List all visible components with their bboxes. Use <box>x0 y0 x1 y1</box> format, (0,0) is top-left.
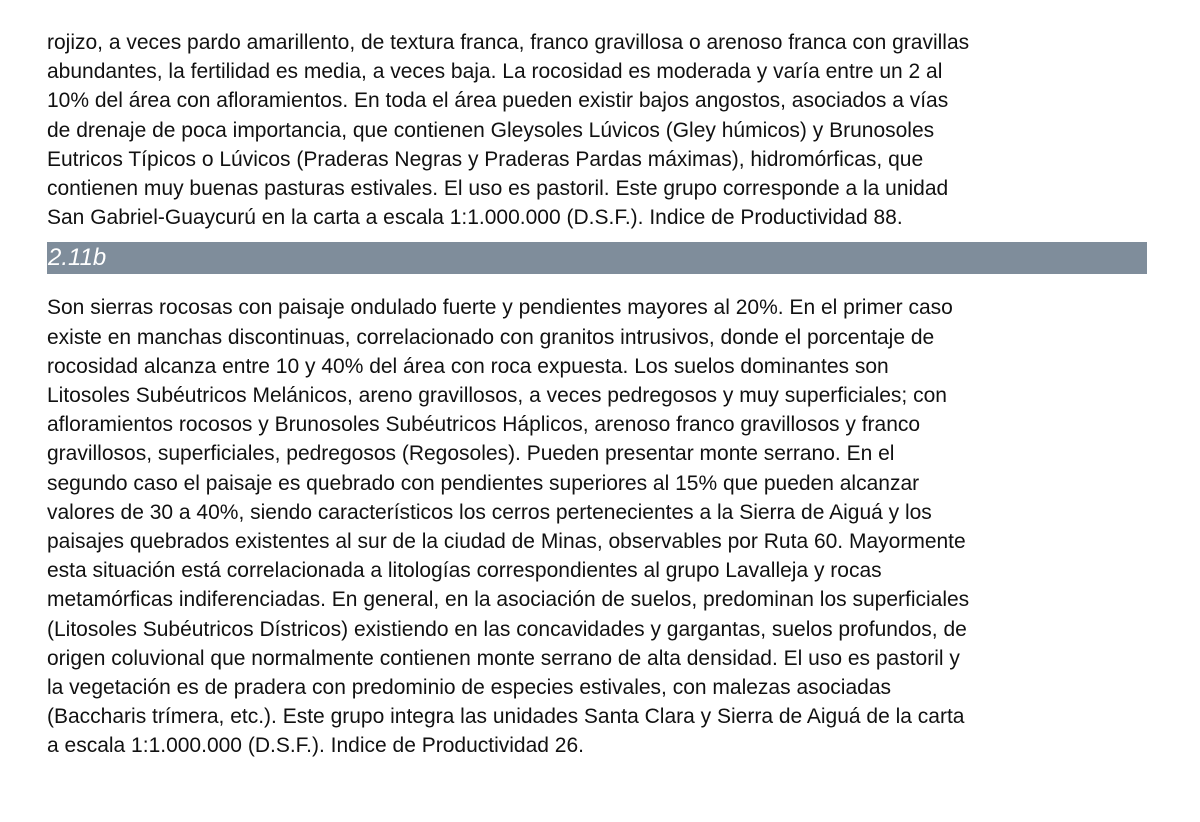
text-line: Eutricos Típicos o Lúvicos (Praderas Negras y Praderas Pardas máximas), hidromórficas, que <box>47 147 924 171</box>
section-2-11b-paragraph <box>47 293 1147 760</box>
text-line: 10% del área con afloramientos. En toda el área pueden existir bajos angostos, asociados a vías <box>47 89 949 113</box>
text-line: afloramientos rocosos y Brunosoles Subéutricos Háplicos, arenoso franco gravillosos y franco <box>47 413 921 437</box>
text-line: Litosoles Subéutricos Melánicos, areno gravillosos, a veces pedregosos y muy superficiales; con <box>47 384 947 408</box>
text-line: a escala 1:1.000.000 (D.S.F.). Indice de Productividad 26. <box>47 734 584 758</box>
text-line: (Baccharis trímera, etc.). Este grupo integra las unidades Santa Clara y Sierra de Aiguá de la carta <box>47 705 965 729</box>
text-line: rojizo, a veces pardo amarillento, de textura franca, franco gravillosa o arenoso franca con gravillas <box>47 31 970 54</box>
text-line: metamórficas indiferenciadas. En general, en la asociación de suelos, predominan los superficiales <box>47 588 970 612</box>
text-line: la vegetación es de pradera con predominio de especies estivales, con malezas asociadas <box>47 676 891 700</box>
text-line: gravillosos, superficiales, pedregosos (Regosoles). Pueden presentar monte serrano. En el <box>47 442 895 466</box>
text-line: valores de 30 a 40%, siendo característicos los cerros pertenecientes a la Sierra de Aiguá y los <box>47 500 932 524</box>
text-line: contienen muy buenas pasturas estivales. El uso es pastoril. Este grupo corresponde a la unidad <box>47 177 949 201</box>
previous-section-paragraph <box>47 28 1147 232</box>
section-heading-title: 2.11b <box>48 244 107 272</box>
text-line: existe en manchas discontinuas, correlacionado con granitos intrusivos, donde el porcentaje de <box>47 325 935 349</box>
text-line: (Litosoles Subéutricos Dístricos) existiendo en las concavidades y gargantas, suelos profundos, de <box>47 617 967 641</box>
document-page <box>47 28 1147 761</box>
text-line: rocosidad alcanza entre 10 y 40% del área con roca expuesta. Los suelos dominantes son <box>47 354 889 378</box>
text-line: esta situación está correlacionada a litologías correspondientes al grupo Lavalleja y rocas <box>47 559 882 583</box>
section-heading-bar <box>47 242 1147 274</box>
text-line: origen coluvional que normalmente contienen monte serrano de alta densidad. El uso es pastoril y <box>47 646 960 670</box>
text-line: San Gabriel-Guaycurú en la carta a escala 1:1.000.000 (D.S.F.). Indice de Productividad 88. <box>47 206 903 230</box>
text-line: paisajes quebrados existentes al sur de la ciudad de Minas, observables por Ruta 60. Mayormente <box>47 530 966 554</box>
text-line: abundantes, la fertilidad es media, a veces baja. La rocosidad es moderada y varía entre un 2 al <box>47 60 943 84</box>
text-line: de drenaje de poca importancia, que contienen Gleysoles Lúvicos (Gley húmicos) y Brunosoles <box>47 118 935 142</box>
text-line: segundo caso el paisaje es quebrado con pendientes superiores al 15% que pueden alcanzar <box>47 471 920 495</box>
text-line: Son sierras rocosas con paisaje ondulado fuerte y pendientes mayores al 20%. En el primer caso <box>47 296 953 320</box>
